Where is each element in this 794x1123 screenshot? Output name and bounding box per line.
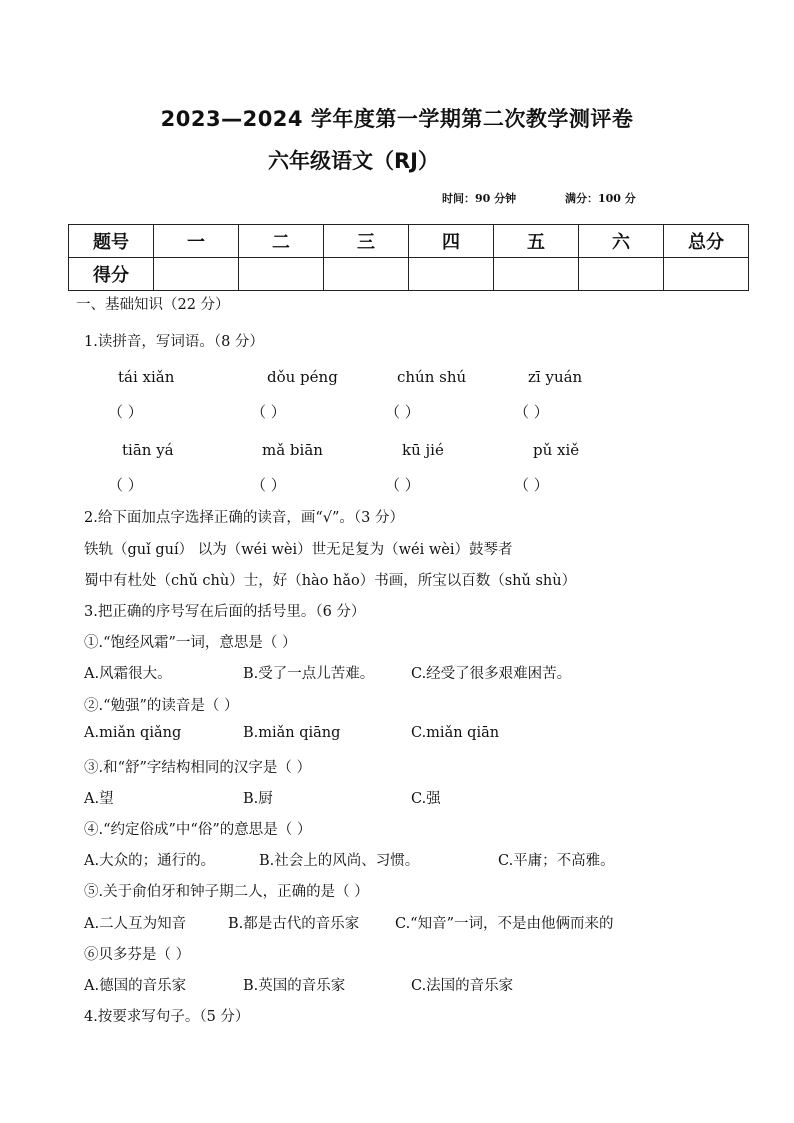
- question-2-line: 铁轨（guǐ guí） 以为（wéi wèi）世无足复为（wéi wèi）鼓琴者: [84, 542, 513, 558]
- option-b: B.社会上的风尚、习惯。: [259, 853, 420, 869]
- exam-subtitle: 六年级语文（RJ）: [268, 149, 439, 173]
- pinyin-item: pǔ xiě: [533, 441, 580, 459]
- pinyin-item: dǒu péng: [267, 368, 338, 386]
- score-row-label: 得分: [69, 258, 154, 291]
- score-table: [68, 224, 749, 291]
- option-a: A.二人互为知音: [84, 916, 187, 932]
- option-b: B.受了一点儿苦难。: [243, 666, 375, 682]
- sub-question: ②.“勉强”的读音是（ ）: [84, 698, 239, 714]
- section-heading: 一、基础知识（22 分）: [76, 297, 230, 313]
- sub-question: ⑥贝多芬是（ ）: [84, 947, 191, 963]
- option-c: C.平庸；不高雅。: [498, 853, 615, 869]
- score-header-cell: 总分: [664, 225, 749, 258]
- answer-blank[interactable]: （ ）: [385, 403, 420, 421]
- option-a: A.德国的音乐家: [84, 978, 187, 994]
- option-c: C.“知音”一词，不是由他俩而来的: [395, 916, 614, 932]
- score-input-cell[interactable]: [579, 258, 664, 291]
- answer-blank[interactable]: （ ）: [514, 476, 549, 494]
- pinyin-item: chún shú: [397, 368, 467, 386]
- pinyin-item: mǎ biān: [262, 441, 323, 459]
- pinyin-item: tái xiǎn: [118, 368, 175, 386]
- question-1-prompt: 1.读拼音，写词语。（8 分）: [84, 334, 264, 350]
- sub-question: ①.“饱经风霜”一词，意思是（ ）: [84, 635, 297, 651]
- option-a: A.miǎn qiǎng: [84, 725, 182, 741]
- option-a: A.风霜很大。: [84, 666, 172, 682]
- score-input-cell[interactable]: [324, 258, 409, 291]
- option-b: B.厨: [243, 791, 273, 807]
- score-input-cell[interactable]: [664, 258, 749, 291]
- score-input-cell[interactable]: [239, 258, 324, 291]
- option-c: C.强: [411, 791, 441, 807]
- sub-question: ④.“约定俗成”中“俗”的意思是（ ）: [84, 822, 312, 838]
- option-b: B.miǎn qiāng: [243, 725, 341, 741]
- answer-blank[interactable]: （ ）: [385, 476, 420, 494]
- score-header-cell: 五: [494, 225, 579, 258]
- sub-question: ⑤.关于俞伯牙和钟子期二人，正确的是（ ）: [84, 884, 369, 900]
- option-a: A.大众的；通行的。: [84, 853, 216, 869]
- answer-blank[interactable]: （ ）: [251, 403, 286, 421]
- pinyin-item: tiān yá: [122, 441, 174, 459]
- question-4-prompt: 4.按要求写句子。（5 分）: [84, 1009, 250, 1025]
- score-header-cell: 四: [409, 225, 494, 258]
- score-header-cell: 题号: [69, 225, 154, 258]
- option-b: B.都是古代的音乐家: [228, 916, 360, 932]
- answer-blank[interactable]: （ ）: [514, 403, 549, 421]
- answer-blank[interactable]: （ ）: [251, 476, 286, 494]
- score-input-cell[interactable]: [409, 258, 494, 291]
- score-header-cell: 三: [324, 225, 409, 258]
- pinyin-item: zī yuán: [528, 368, 583, 386]
- option-c: C.法国的音乐家: [411, 978, 514, 994]
- pinyin-item: kū jié: [402, 441, 444, 459]
- answer-blank[interactable]: （ ）: [108, 476, 143, 494]
- question-3-prompt: 3.把正确的序号写在后面的括号里。（6 分）: [84, 604, 366, 620]
- score-header-cell: 二: [239, 225, 324, 258]
- option-c: C.miǎn qiān: [411, 725, 500, 741]
- answer-blank[interactable]: （ ）: [108, 403, 143, 421]
- score-table-score-row: [69, 258, 749, 291]
- option-a: A.望: [84, 791, 114, 807]
- option-c: C.经受了很多艰难困苦。: [411, 666, 572, 682]
- question-2-prompt: 2.给下面加点字选择正确的读音，画“√”。（3 分）: [84, 510, 404, 526]
- exam-time: 时间：90 分钟: [442, 192, 517, 205]
- score-input-cell[interactable]: [494, 258, 579, 291]
- score-input-cell[interactable]: [154, 258, 239, 291]
- exam-full-score: 满分：100 分: [565, 192, 636, 205]
- score-header-cell: 六: [579, 225, 664, 258]
- sub-question: ③.和“舒”字结构相同的汉字是（ ）: [84, 760, 312, 776]
- question-2-line: 蜀中有杜处（chǔ chù）士，好（hào hǎo）书画，所宝以百数（shǔ shù）: [84, 573, 577, 589]
- score-header-cell: 一: [154, 225, 239, 258]
- option-b: B.英国的音乐家: [243, 978, 346, 994]
- exam-title: 2023—2024 学年度第一学期第二次教学测评卷: [160, 107, 634, 131]
- score-table-header-row: [69, 225, 749, 258]
